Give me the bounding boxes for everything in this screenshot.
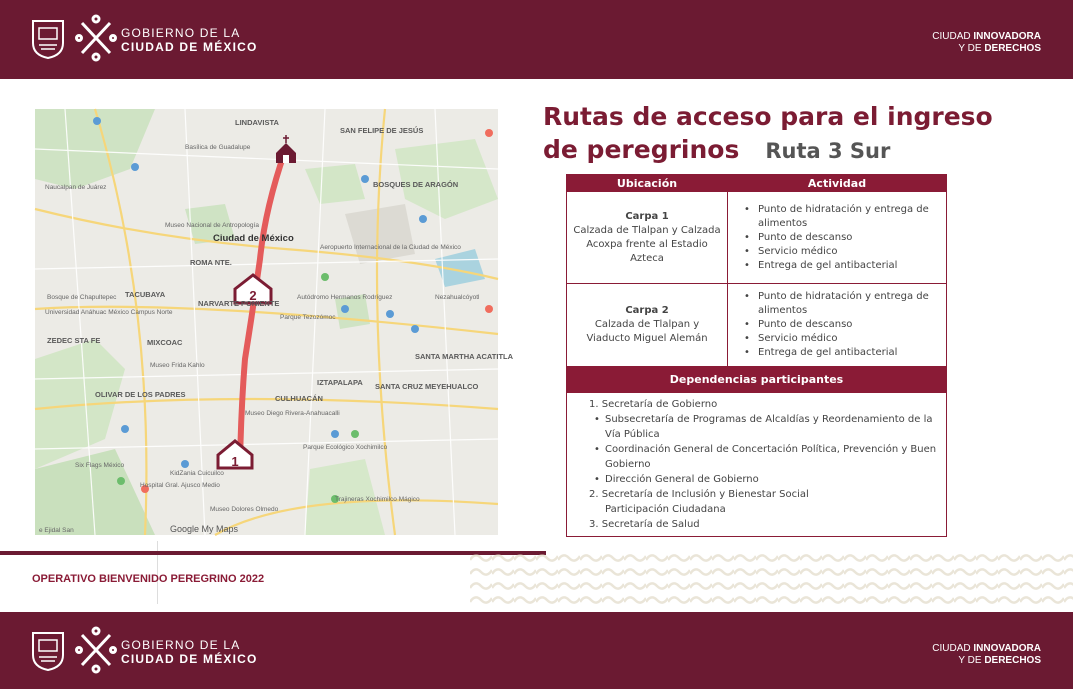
dependency-subitem: • Coordinación General de Concertación Política, Prevención y Buen Gobierno xyxy=(589,442,938,472)
map-label-parque-tezozomoc: Parque Tezozómoc xyxy=(280,314,336,321)
list-item: • Punto de descanso xyxy=(744,231,940,245)
footer-accent-line xyxy=(0,551,546,555)
map-label-bosque-chapultepec: Bosque de Chapultepec xyxy=(47,294,117,301)
map-label-aeropuerto: Aeropuerto Internacional de la Ciudad de México xyxy=(320,244,461,251)
carpa-1-location: Calzada de Tlalpan y Calzada Acoxpa frente al Estadio Azteca xyxy=(573,224,721,264)
dependency-item: 1. Secretaría de Gobierno xyxy=(589,399,718,410)
map-label-olivar: OLIVAR DE LOS PADRES xyxy=(95,390,186,399)
gov-line1: GOBIERNO DE LA xyxy=(121,638,241,652)
carpa-1-name: Carpa 1 xyxy=(625,210,669,222)
map-label-culhuacan: CULHUACÁN xyxy=(275,394,323,403)
footer-label: OPERATIVO BIENVENIDO PEREGRINO 2022 xyxy=(32,573,265,585)
decorative-pattern xyxy=(470,550,1073,606)
government-name xyxy=(121,638,258,666)
slogan-bold2: DERECHOS xyxy=(984,43,1041,54)
gov-line1: GOBIERNO DE LA xyxy=(121,26,241,40)
carpa-2-activity-cell xyxy=(728,284,947,367)
carpa-2-name: Carpa 2 xyxy=(625,305,669,316)
map-label-ciudad-mexico: Ciudad de México xyxy=(213,233,294,244)
column-header-activity: Actividad xyxy=(728,175,947,192)
table-row-carpa-2 xyxy=(567,284,947,367)
slogan-bold1: INNOVADORA xyxy=(973,31,1041,42)
route-info-table xyxy=(566,174,947,537)
map-label-zedec: ZEDEC STA FE xyxy=(47,336,101,345)
map-label-santa-martha: SANTA MARTHA ACATITLA xyxy=(415,352,514,361)
google-my-maps-credit: Google My Maps xyxy=(170,524,239,534)
list-item: • Servicio médico xyxy=(744,245,940,259)
header-band xyxy=(0,0,1073,79)
title-line1: Rutas de acceso para el ingreso xyxy=(543,102,993,131)
slogan-line2: Y DE xyxy=(958,43,982,54)
dependency-subitem: • Dirección General de Gobierno xyxy=(589,472,938,487)
carpa-1-marker-label: 1 xyxy=(231,454,239,469)
map-label-museo-antropologia: Museo Nacional de Antropología xyxy=(165,222,259,229)
map-canvas xyxy=(35,109,514,535)
gov-line2: CIUDAD DE MÉXICO xyxy=(121,652,258,666)
cdmx-shield-icon xyxy=(31,631,65,671)
route-name: Ruta 3 Sur xyxy=(765,139,891,163)
list-item: • Servicio médico xyxy=(744,332,940,346)
slogan-bold2: DERECHOS xyxy=(984,655,1041,666)
cdmx-logo-icon xyxy=(76,627,116,673)
list-item: • Punto de descanso xyxy=(744,318,940,332)
carpa-2-location: Calzada de Tlalpan y Viaducto Miguel Alemán xyxy=(586,319,708,344)
footer-band xyxy=(0,612,1073,689)
dependencies-title: Dependencias participantes xyxy=(567,367,947,393)
carpa-2-marker-label: 2 xyxy=(249,288,257,303)
map-label-iztapalapa: IZTAPALAPA xyxy=(317,378,363,387)
map-label-trajineras: Trajineras Xochimilco Mágico xyxy=(335,496,420,503)
map-label-museo-frida: Museo Frida Kahlo xyxy=(150,362,205,369)
slogan-line2: Y DE xyxy=(958,655,982,666)
list-item: • Entrega de gel antibacterial xyxy=(744,346,940,360)
dependencies-list xyxy=(567,393,947,537)
slogan-bold1: INNOVADORA xyxy=(973,643,1041,654)
map-label-autodromo: Autódromo Hermanos Rodríguez xyxy=(297,294,393,301)
map-label-san-felipe: SAN FELIPE DE JESÚS xyxy=(340,126,424,135)
government-name xyxy=(121,26,258,54)
title-line2: de peregrinos xyxy=(543,135,740,164)
map-label-naucalpan: Naucalpan de Juárez xyxy=(45,184,107,191)
page-title xyxy=(543,100,1023,168)
slogan xyxy=(932,31,1041,55)
map-label-mixcoac: MIXCOAC xyxy=(147,338,183,347)
cdmx-shield-icon xyxy=(31,19,65,59)
map-label-parque-ecologico: Parque Ecológico Xochimilco xyxy=(303,444,388,451)
map-label-santa-cruz: SANTA CRUZ MEYEHUALCO xyxy=(375,382,479,391)
map-label-narvarte: NARVARTE PONIENTE xyxy=(198,299,280,308)
dependency-subitem: Participación Ciudadana xyxy=(605,504,726,515)
dependency-item: 3. Secretaría de Salud xyxy=(589,519,700,530)
slogan-line1: CIUDAD xyxy=(932,643,971,654)
map-label-museo-dolores: Museo Dolores Olmedo xyxy=(210,506,279,513)
dependencies-row xyxy=(567,393,947,537)
list-item: • Punto de hidratación y entrega de alimentos xyxy=(744,290,940,318)
dependency-item: 2. Secretaría de Inclusión y Bienestar Social xyxy=(589,489,809,500)
column-header-location: Ubicación xyxy=(567,175,728,192)
map-label-roma-nte: ROMA NTE. xyxy=(190,258,232,267)
map-label-kidzania: KidZania Cuicuilco xyxy=(170,470,224,477)
map-label-hospital-ajusco: Hospital Gral. Ajusco Medio xyxy=(140,482,220,489)
gov-line2: CIUDAD DE MÉXICO xyxy=(121,40,258,54)
map-label-ejidal: e Ejidal San xyxy=(39,527,74,534)
table-header-row xyxy=(567,175,947,192)
map-label-lindavista: LINDAVISTA xyxy=(235,118,279,127)
slogan-line1: CIUDAD xyxy=(932,31,971,42)
map-label-tacubaya: TACUBAYA xyxy=(125,290,166,299)
slogan xyxy=(932,643,1041,667)
cdmx-logo-icon xyxy=(76,15,116,61)
carpa-1-location-cell xyxy=(567,192,728,284)
carpa-1-activity-cell xyxy=(728,192,947,284)
map-label-basilica: Basílica de Guadalupe xyxy=(185,144,251,151)
list-item: • Punto de hidratación y entrega de alimentos xyxy=(744,203,940,231)
map-label-six-flags: Six Flags México xyxy=(75,462,125,469)
dependencies-header-row xyxy=(567,367,947,393)
map-label-nezahualcoyotl: Nezahualcóyotl xyxy=(435,294,480,301)
carpa-2-location-cell xyxy=(567,284,728,367)
table-row-carpa-1 xyxy=(567,192,947,284)
dependency-subitem: • Subsecretaría de Programas de Alcaldías y Reordenamiento de la Vía Pública xyxy=(589,412,938,442)
map-label-museo-diego: Museo Diego Rivera-Anahuacalli xyxy=(245,410,340,417)
map-label-bosques: BOSQUES DE ARAGÓN xyxy=(373,180,459,189)
route-map xyxy=(35,109,514,535)
list-item: • Entrega de gel antibacterial xyxy=(744,259,940,273)
map-label-universidad-anahuac: Universidad Anáhuac México Campus Norte xyxy=(45,309,173,316)
